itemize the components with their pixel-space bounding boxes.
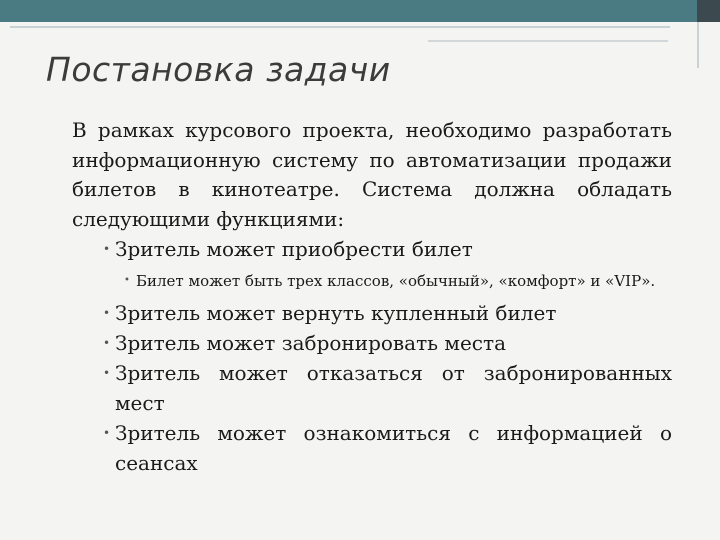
decorative-corner <box>697 22 720 68</box>
bullet-icon: • <box>103 306 111 320</box>
sub-bullet-icon: • <box>124 275 130 286</box>
intro-paragraph: В рамках курсового проекта, необходимо разработать информационную систему по автоматизации продажи билетов в кинотеатре. Система должна обладать следующими функциями: <box>72 118 672 231</box>
bullet-icon: • <box>103 366 111 380</box>
bullet-text: Зритель может отказаться от забронированных мест <box>115 361 672 415</box>
sub-bullet-item <box>72 270 672 292</box>
bullet-text: Зритель может вернуть купленный билет <box>115 301 557 325</box>
bullet-item <box>72 418 672 478</box>
header-band <box>0 0 720 22</box>
decorative-line <box>10 26 670 28</box>
sub-bullet-text: Билет может быть трех классов, «обычный», «комфорт» и «VIP». <box>136 272 656 290</box>
decorative-line-short <box>428 40 668 42</box>
bullet-icon: • <box>103 426 111 440</box>
bullet-item <box>72 328 672 358</box>
bullet-icon: • <box>103 242 111 256</box>
bullet-item <box>72 358 672 418</box>
bullet-text: Зритель может забронировать места <box>115 331 506 355</box>
bullet-item <box>72 234 672 264</box>
bullet-icon: • <box>103 336 111 350</box>
header-corner-block <box>697 0 720 22</box>
slide-body <box>72 116 672 478</box>
bullet-text: Зритель может ознакомиться с информацией о сеансах <box>115 421 672 475</box>
bullet-text: Зритель может приобрести билет <box>115 237 473 261</box>
bullet-item <box>72 298 672 328</box>
slide-title: Постановка задачи <box>46 50 391 89</box>
